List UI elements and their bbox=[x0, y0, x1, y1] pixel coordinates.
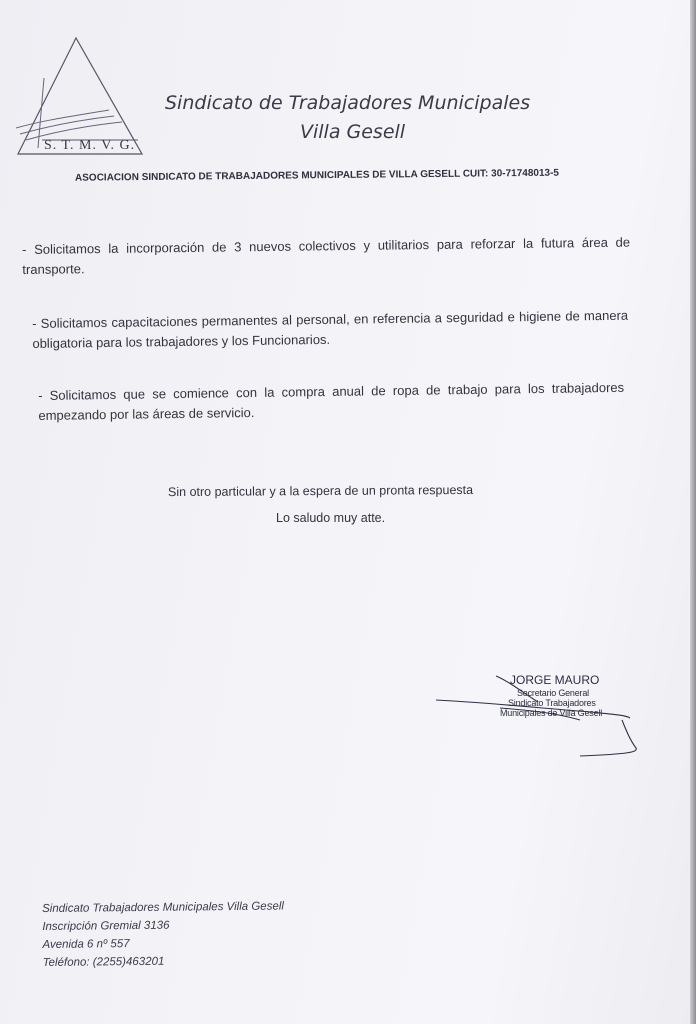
footer-contact bbox=[42, 897, 285, 972]
closing-line: Sin otro particular y a la espera de un pronta respuesta bbox=[167, 482, 474, 500]
page-edge-shadow bbox=[690, 0, 696, 1024]
letterhead-location: Villa Gesell bbox=[300, 121, 406, 143]
signatory-name: JORGE MAURO bbox=[510, 673, 600, 687]
footer-line: Avenida 6 nº 557 bbox=[42, 938, 130, 951]
request-paragraph: - Solicitamos capacitaciones permanentes al personal, en referencia a seguridad e higiene de manera obligatoria para los trabajadores y los Funcionarios. bbox=[32, 307, 629, 351]
closing-salutation: Lo saludo muy atte. bbox=[276, 511, 386, 525]
logo-text: S. T. M. V. G. bbox=[44, 138, 136, 153]
footer-line: Inscripción Gremial 3136 bbox=[42, 919, 170, 933]
request-paragraph: - Solicitamos que se comience con la compra anual de ropa de trabajo para los trabajadores empezando por las áreas de servicio. bbox=[38, 379, 625, 423]
signatory-title: Secretario General bbox=[517, 688, 589, 698]
request-paragraph: - Solicitamos la incorporación de 3 nuevos colectivos y utilitarios para reforzar la futura área de transporte. bbox=[22, 234, 631, 277]
footer-line: Sindicato Trabajadores Municipales Villa Gesell bbox=[42, 900, 284, 915]
signatory-organization: Municipales de Villa Gesell bbox=[500, 708, 602, 718]
footer-line: Teléfono: (2255)463201 bbox=[42, 955, 165, 969]
letterhead-subtitle: ASOCIACION SINDICATO DE TRABAJADORES MUNICIPALES DE VILLA GESELL CUIT: 30-71748013-5 bbox=[74, 167, 560, 184]
letterhead-title: Sindicato de Trabajadores Municipales bbox=[165, 92, 531, 114]
signatory-organization: Sindicato Trabajadores bbox=[508, 698, 596, 708]
